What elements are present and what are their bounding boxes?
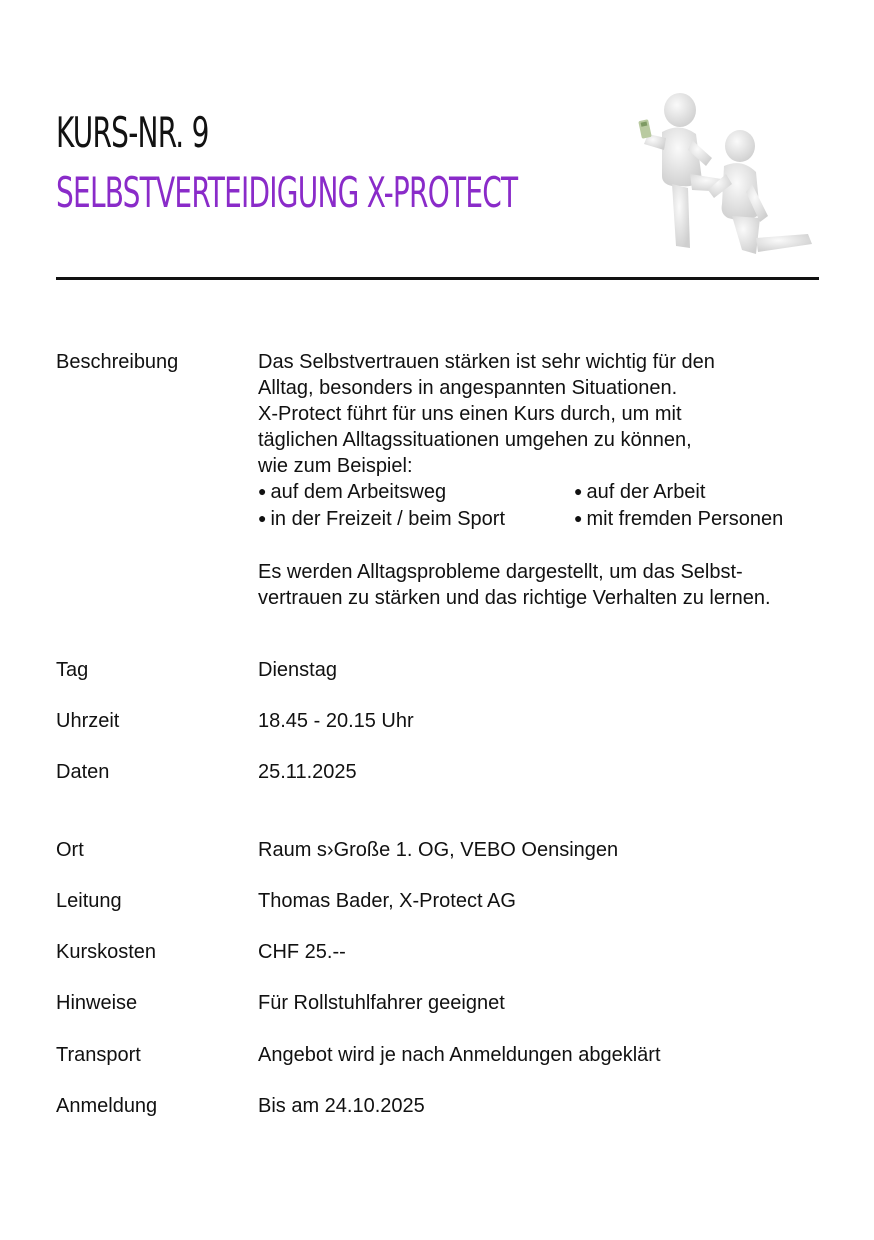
notes-label: Hinweise bbox=[56, 992, 138, 1014]
self-defense-figures-illustration bbox=[632, 88, 818, 264]
instructor-label: Leitung bbox=[56, 890, 122, 912]
registration-label: Anmeldung bbox=[56, 1095, 158, 1117]
bullet-item: ● mit fremden Personen bbox=[574, 506, 834, 533]
day-value: Dienstag bbox=[258, 659, 337, 681]
example-bullet-list bbox=[258, 479, 834, 533]
dates-label: Daten bbox=[56, 761, 110, 783]
course-number-heading: KURS-NR. 9 bbox=[56, 108, 209, 157]
dates-value: 25.11.2025 bbox=[258, 761, 357, 783]
transport-label: Transport bbox=[56, 1044, 141, 1066]
day-label: Tag bbox=[56, 659, 89, 681]
registration-value: Bis am 24.10.2025 bbox=[258, 1095, 425, 1117]
location-label: Ort bbox=[56, 839, 84, 861]
bullet-item: ● in der Freizeit / beim Sport bbox=[258, 506, 574, 533]
bullet-item: ● auf dem Arbeitsweg bbox=[258, 479, 574, 506]
description-line: wie zum Beispiel: bbox=[258, 455, 413, 477]
description-line: täglichen Alltagssituationen umgehen zu können, bbox=[258, 429, 692, 451]
time-label: Uhrzeit bbox=[56, 710, 120, 732]
description-text bbox=[258, 349, 834, 611]
bullet-item: ● auf der Arbeit bbox=[574, 479, 834, 506]
time-value: 18.45 - 20.15 Uhr bbox=[258, 710, 414, 732]
course-cost-label: Kurskosten bbox=[56, 941, 157, 963]
instructor-value: Thomas Bader, X-Protect AG bbox=[258, 890, 516, 912]
description-closing-line: vertrauen zu stärken und das richtige Verhalten zu lernen. bbox=[258, 587, 771, 609]
location-value: Raum s›Große 1. OG, VEBO Oensingen bbox=[258, 839, 619, 861]
description-line: Das Selbstvertrauen stärken ist sehr wichtig für den bbox=[258, 351, 715, 373]
description-line: X-Protect führt für uns einen Kurs durch, um mit bbox=[258, 403, 682, 425]
course-cost-value: CHF 25.-- bbox=[258, 941, 346, 963]
header-divider bbox=[56, 277, 819, 280]
notes-value: Für Rollstuhlfahrer geeignet bbox=[258, 992, 505, 1014]
description-label: Beschreibung bbox=[56, 351, 179, 373]
transport-value: Angebot wird je nach Anmeldungen abgeklärt bbox=[258, 1044, 661, 1066]
description-closing-line: Es werden Alltagsprobleme dargestellt, um das Selbst- bbox=[258, 561, 743, 583]
course-title-heading: SELBSTVERTEIDIGUNG X-PROTECT bbox=[56, 168, 518, 217]
description-line: Alltag, besonders in angespannten Situationen. bbox=[258, 377, 678, 399]
